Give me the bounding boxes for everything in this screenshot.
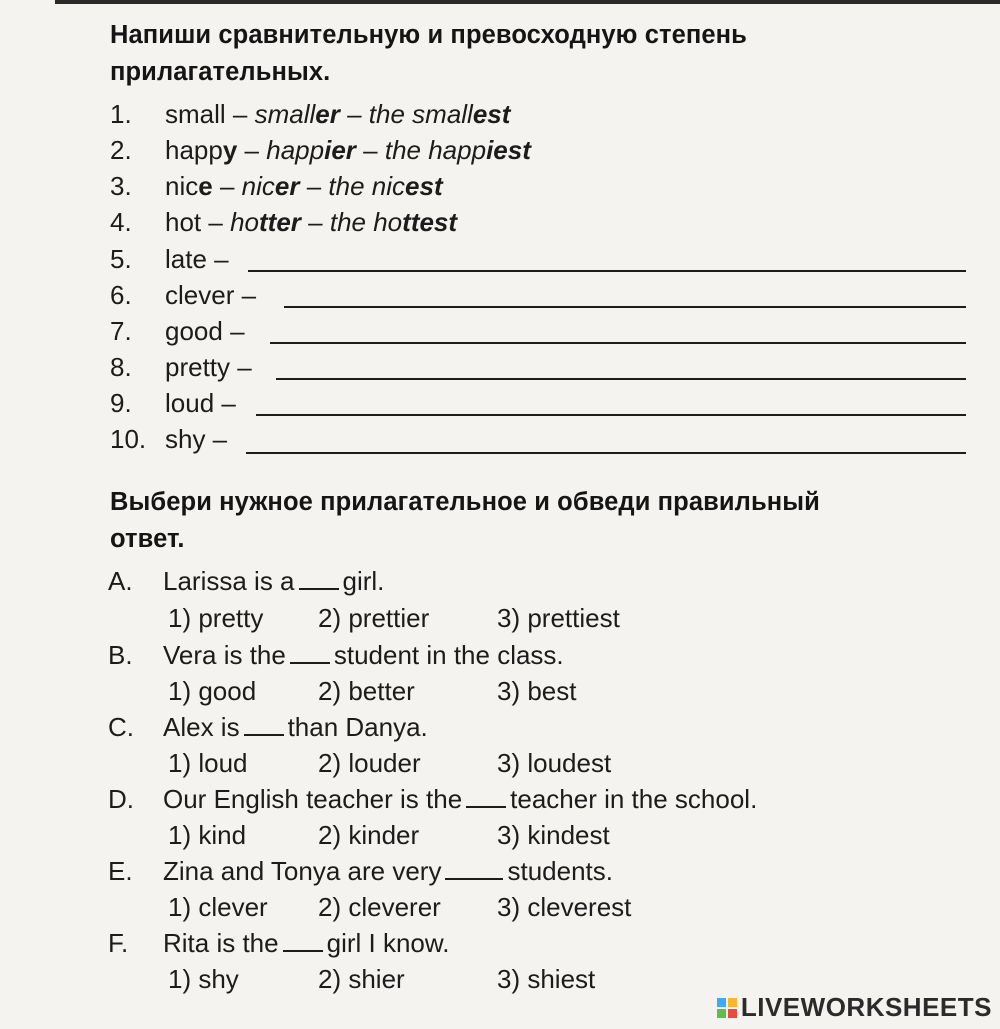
superlative: the smallest	[368, 99, 511, 129]
question-gap	[466, 784, 506, 808]
superlative: the happiest	[384, 135, 531, 165]
base-word: nice	[165, 171, 213, 201]
option-2[interactable]: 2) prettier	[318, 603, 430, 633]
option-2[interactable]: 2) cleverer	[318, 892, 441, 922]
task-word: shy –	[165, 424, 228, 454]
dash: –	[347, 99, 362, 129]
option-3[interactable]: 3) cleverest	[497, 892, 632, 922]
dash: –	[308, 207, 323, 237]
answer-line-10[interactable]	[246, 452, 966, 454]
question-text: Alex is than Danya.	[163, 712, 428, 742]
option-3[interactable]: 3) shiest	[497, 964, 596, 994]
option-2[interactable]: 2) better	[318, 676, 415, 706]
answer-line-6[interactable]	[284, 306, 966, 308]
option-2[interactable]: 2) kinder	[318, 820, 420, 850]
dash: –	[244, 135, 260, 165]
answer-line-8[interactable]	[276, 378, 966, 380]
task-word: clever –	[165, 280, 257, 310]
superlative: the hottest	[329, 207, 458, 237]
item-number: 8.	[110, 352, 132, 382]
task-word: loud –	[165, 388, 236, 418]
comparative: happier	[266, 135, 356, 165]
item-number: 4.	[110, 207, 132, 237]
question-text: Rita is the girl I know.	[163, 928, 450, 958]
task-word: late –	[165, 244, 229, 274]
option-1[interactable]: 1) kind	[168, 820, 247, 850]
section2-heading-line2: ответ.	[110, 525, 185, 553]
section2-heading-line1: Выбери нужное прилагательное и обведи правильный	[110, 488, 820, 516]
item-number: 1.	[110, 99, 132, 129]
question-gap	[299, 566, 339, 590]
task-word: good –	[165, 316, 245, 346]
option-1[interactable]: 1) clever	[168, 892, 268, 922]
option-2[interactable]: 2) shier	[318, 964, 405, 994]
base-word: hot	[165, 207, 202, 237]
option-1[interactable]: 1) loud	[168, 748, 248, 778]
section1-heading-line2: прилагательных.	[110, 58, 331, 86]
option-3[interactable]: 3) best	[497, 676, 577, 706]
question-text: Our English teacher is the teacher in the school.	[163, 784, 758, 814]
logo-text: LIVEWORKSHEETS	[740, 992, 992, 1022]
answer-line-5[interactable]	[248, 270, 966, 272]
item-number: 10.	[110, 424, 147, 454]
item-number: 6.	[110, 280, 132, 310]
question-letter: B.	[108, 640, 133, 670]
option-3[interactable]: 3) kindest	[497, 820, 610, 850]
dash: –	[232, 99, 248, 129]
task-word: pretty –	[165, 352, 252, 382]
option-2[interactable]: 2) louder	[318, 748, 421, 778]
option-1[interactable]: 1) shy	[168, 964, 239, 994]
dash: –	[306, 171, 322, 201]
top-border-line	[55, 0, 1000, 4]
question-letter: F.	[108, 928, 129, 958]
comparative: nicer	[241, 171, 300, 201]
question-text: Vera is the student in the class.	[163, 640, 564, 670]
example-content	[165, 207, 457, 237]
dash: –	[208, 207, 223, 237]
comparative: hotter	[230, 207, 301, 237]
example-content	[165, 171, 443, 201]
question-gap	[244, 712, 284, 736]
answer-line-9[interactable]	[256, 414, 966, 416]
question-gap	[283, 928, 323, 952]
option-1[interactable]: 1) good	[168, 676, 257, 706]
question-letter: C.	[108, 712, 134, 742]
item-number: 9.	[110, 388, 132, 418]
question-text: Larissa is a girl.	[163, 566, 385, 596]
section1-heading	[110, 17, 747, 91]
example-content	[165, 135, 531, 165]
option-3[interactable]: 3) prettiest	[497, 603, 620, 633]
section1-heading-line1: Напиши сравнительную и превосходную степень	[110, 21, 747, 49]
item-number: 3.	[110, 171, 132, 201]
answer-line-7[interactable]	[270, 342, 966, 344]
option-3[interactable]: 3) loudest	[497, 748, 612, 778]
base-word: happy	[165, 135, 238, 165]
liveworksheets-logo-icon	[717, 998, 737, 1018]
base-word: small	[165, 99, 226, 129]
item-number: 5.	[110, 244, 132, 274]
dash: –	[363, 135, 378, 165]
question-letter: A.	[108, 566, 133, 596]
question-gap	[445, 856, 503, 880]
example-content	[165, 99, 510, 129]
question-letter: E.	[108, 856, 133, 886]
question-letter: D.	[108, 784, 134, 814]
question-gap	[290, 640, 330, 664]
question-text: Zina and Tonya are very students.	[163, 856, 613, 886]
superlative: the nicest	[328, 171, 443, 201]
option-1[interactable]: 1) pretty	[168, 603, 264, 633]
comparative: smaller	[254, 99, 340, 129]
dash: –	[219, 171, 235, 201]
section2-heading	[110, 484, 820, 558]
liveworksheets-logo	[717, 992, 992, 1023]
item-number: 7.	[110, 316, 132, 346]
item-number: 2.	[110, 135, 132, 165]
